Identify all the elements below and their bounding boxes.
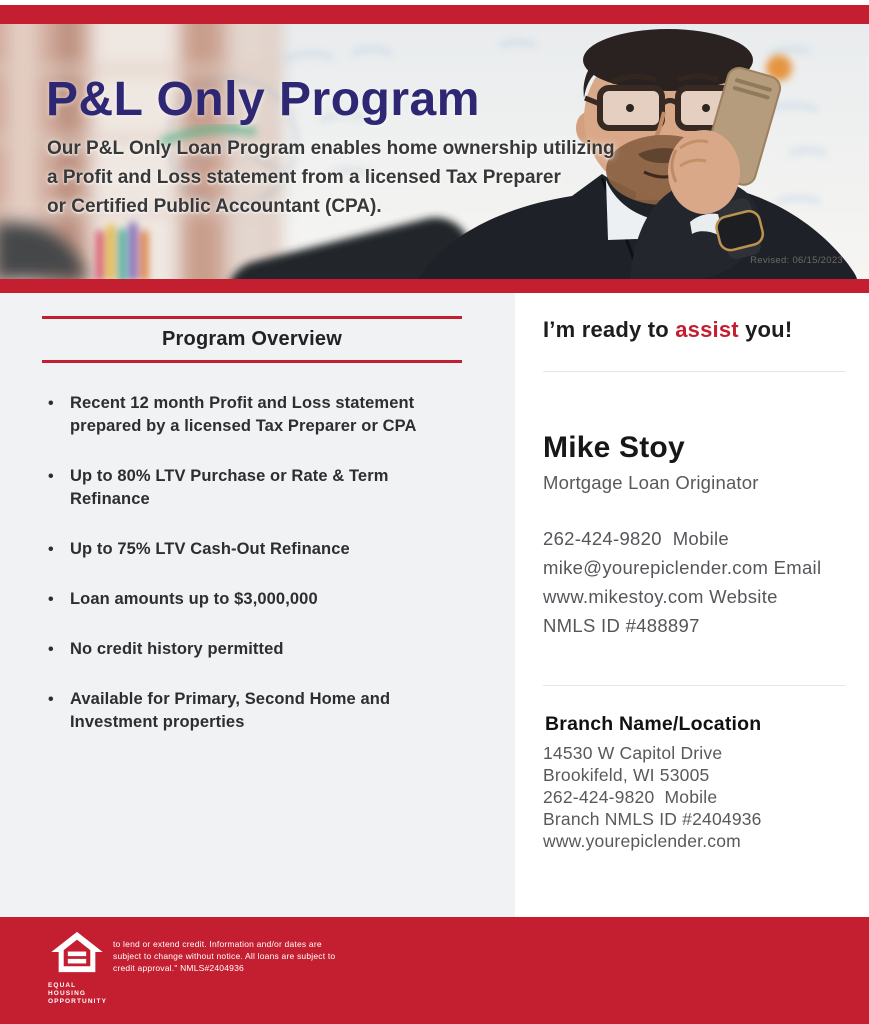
branch-heading: Branch Name/Location [545,713,762,735]
program-bullet: • No credit history permitted [46,638,450,661]
hero-subtitle [47,134,615,221]
assist-headline [543,317,792,343]
branch-address-line: 14530 W Capitol Drive [543,743,723,763]
agent-contact-block [543,524,821,640]
branch-nmls-line: Branch NMLS ID #2404936 [543,809,762,829]
revised-date-label: Revised: 06/15/2023 [750,255,843,266]
agent-name: Mike Stoy [543,431,685,464]
divider [543,371,845,372]
hero-subtitle-line: a Profit and Loss statement from a licensed Tax Preparer [47,167,561,188]
equal-housing-icon [49,930,105,974]
program-bullet: • Available for Primary, Second Home and Investment properties [46,688,450,734]
hero-photo [0,24,869,279]
mid-red-bar [0,279,869,293]
program-bullet: • Up to 75% LTV Cash-Out Refinance [46,538,450,561]
program-bullet: • Recent 12 month Profit and Loss statement prepared by a licensed Tax Preparer or CPA [46,392,450,438]
assist-headline-pre: I’m ready to [543,317,676,342]
hero-subtitle-line: or Certified Public Accountant (CPA). [47,196,382,217]
contact-line-mobile: 262-424-9820 Mobile [543,528,729,549]
program-overview-heading-block [42,316,462,363]
program-overview-heading: Program Overview [162,328,342,350]
disclaimer-line: subject to change without notice. All loans are subject to [113,951,336,961]
contact-line-website: www.mikestoy.com Website [543,586,778,607]
disclaimer-line: to lend or extend credit. Information and/or dates are [113,939,322,949]
equal-housing-label: EQUAL HOUSING OPPORTUNITY [48,982,108,1005]
assist-headline-post: you! [738,317,793,342]
disclaimer-line: credit approval." NMLS#2404936 [113,963,244,973]
agent-role: Mortgage Loan Originator [543,472,759,493]
contact-line-email: mike@yourepiclender.com Email [543,557,822,578]
assist-headline-accent: assist [675,317,739,342]
top-red-bar [0,5,869,24]
contact-line-nmls: NMLS ID #488897 [543,615,700,636]
program-bullet: • Loan amounts up to $3,000,000 [46,588,450,611]
branch-phone-line: 262-424-9820 Mobile [543,787,718,807]
branch-block [543,742,762,852]
branch-city-line: Brookifeld, WI 53005 [543,765,710,785]
footer [0,917,869,1024]
hero-subtitle-line: Our P&L Only Loan Program enables home ownership utilizing [47,138,615,159]
program-overview-panel [0,293,515,917]
program-bullet: • Up to 80% LTV Purchase or Rate & Term Refinance [46,465,450,511]
agent-panel [515,293,869,917]
branch-website-line: www.yourepiclender.com [543,831,741,851]
program-bullet-list [46,392,450,761]
divider [543,685,845,686]
equal-housing-logo [48,930,106,1006]
hero-title: P&L Only Program [46,73,480,126]
footer-disclaimer [113,938,335,974]
